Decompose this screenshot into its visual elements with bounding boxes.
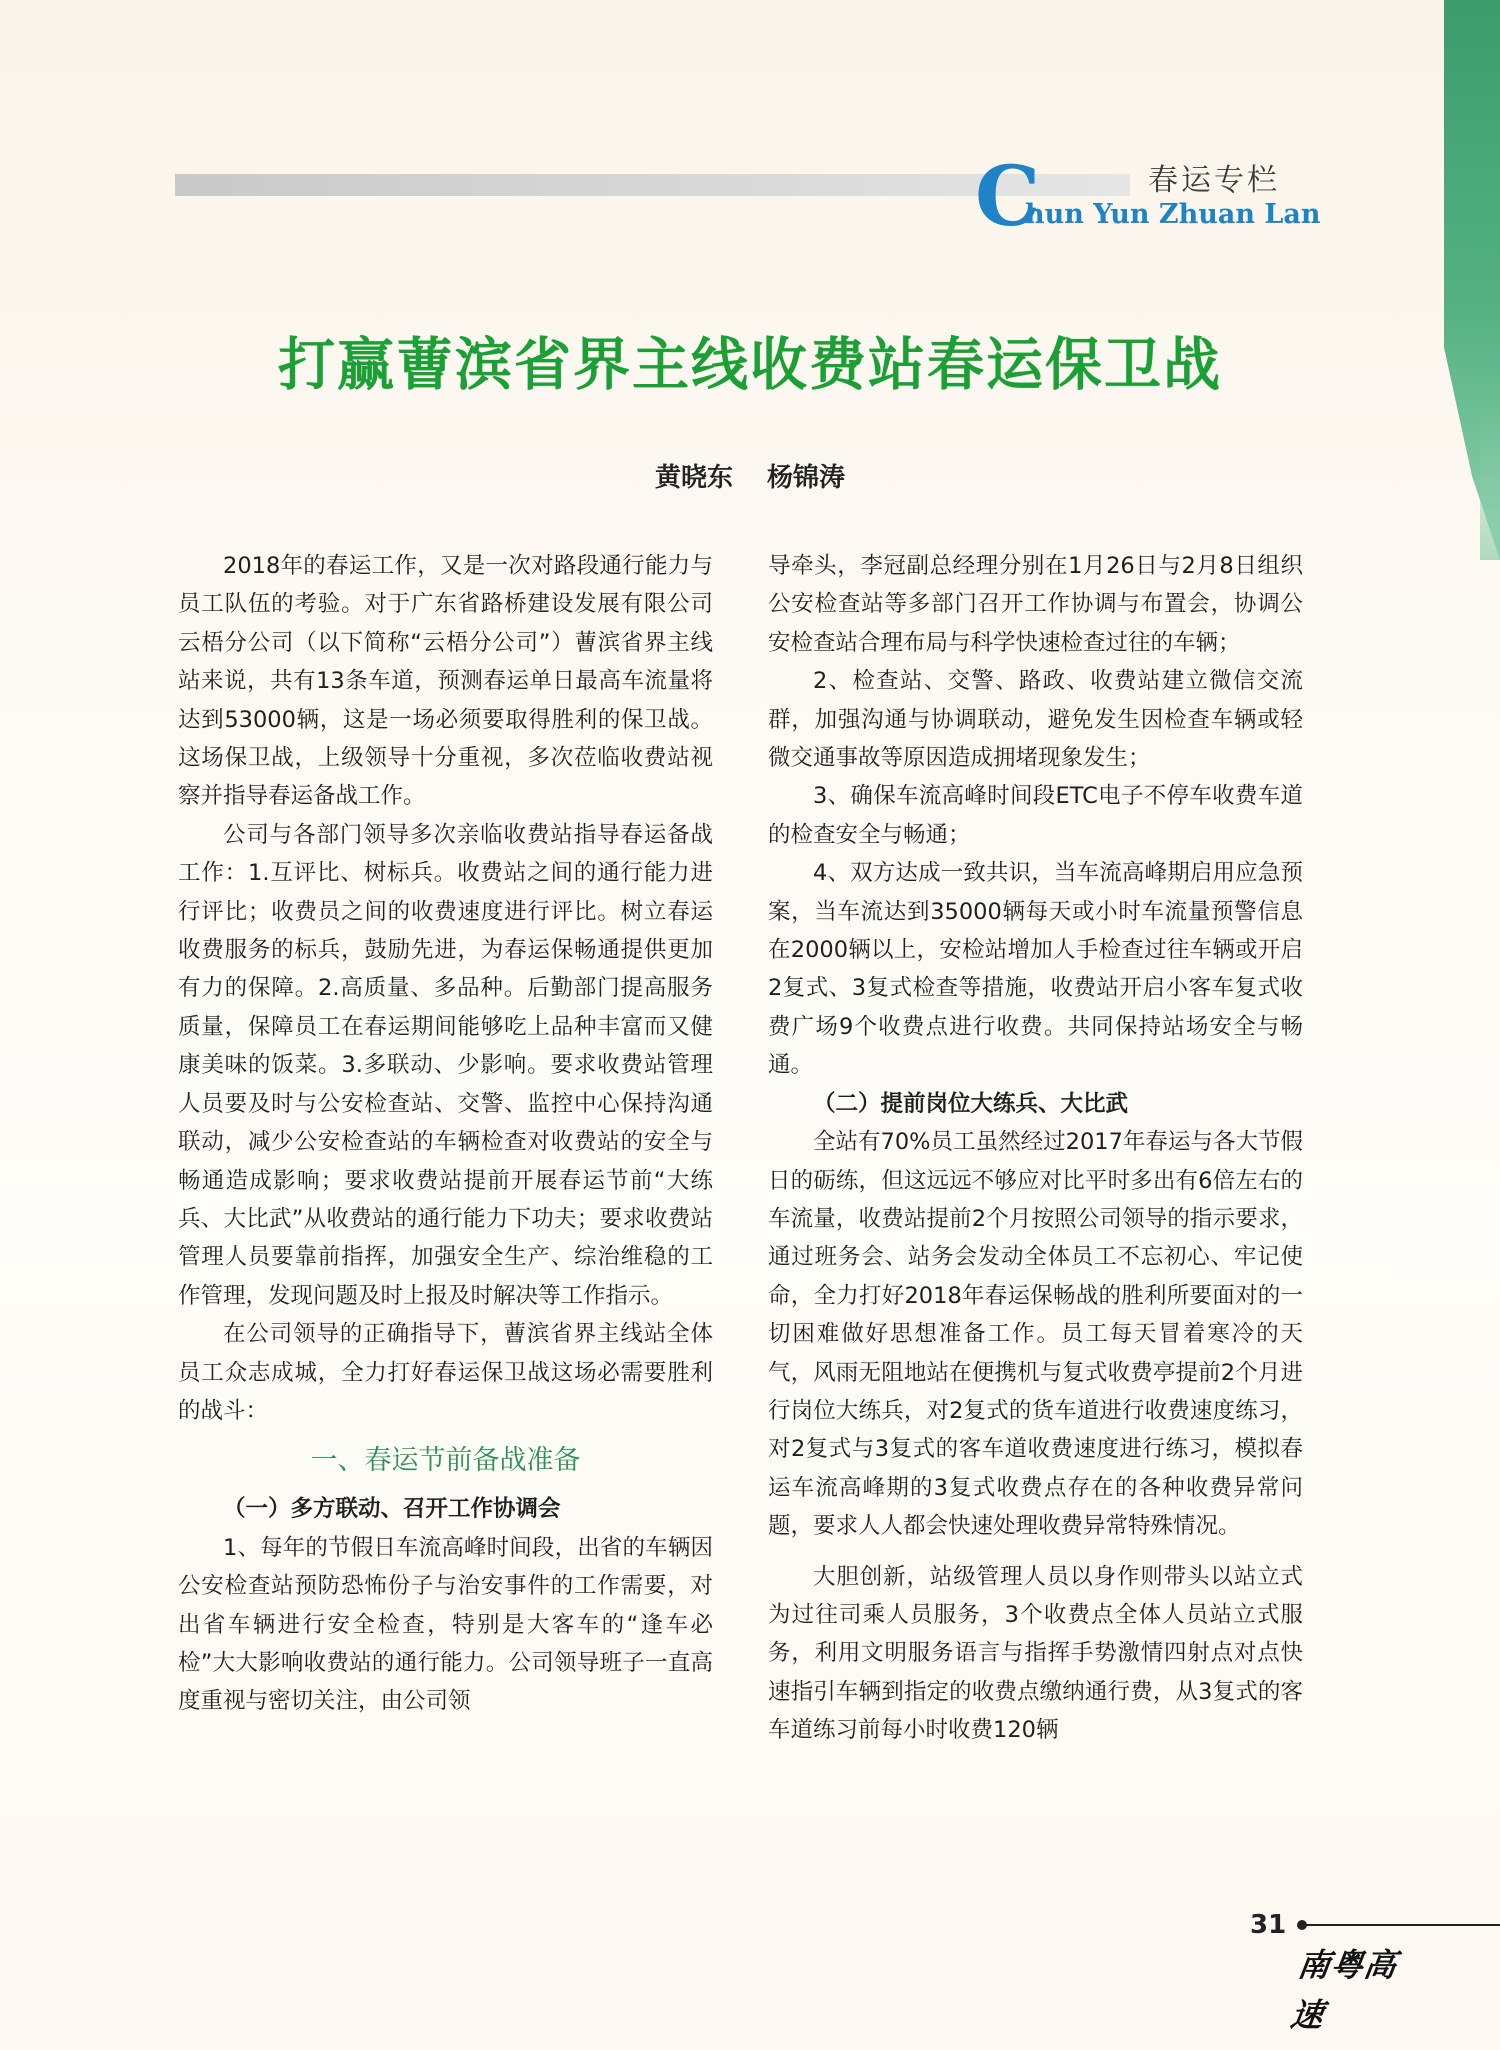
paragraph-resolve: 在公司领导的正确指导下，蓸滨省界主线站全体员工众志成城，全力打好春运保卫战这场必需要胜利的战斗：	[178, 1321, 713, 1424]
page-number: 31	[1250, 1910, 1287, 1940]
authors	[175, 455, 1325, 501]
column-header-cn: 春运专栏	[1148, 163, 1280, 198]
right-column	[768, 547, 1303, 1750]
column-header-en: hun Yun Zhuan Lan	[1025, 199, 1321, 230]
paragraph-leadership: 公司与各部门领导多次亲临收费站指导春运备战工作：1.互评比、树标兵。收费站之间的通行能力进行评比；收费员之间的收费速度进行评比。树立春运收费服务的标兵，鼓励先进，为春运保畅通提供更加有力的保障。2.高质量、多品种。后勤部门提高服务质量，保障员工在春运期间能够吃上品种丰富而又健康美味的饭菜。3.多联动、少影响。要求收费站管理人员要及时与公安检查站、交警、监控中心保持沟通联动，减少公安检查站的车辆检查对收费站的安全与畅通造成影响；要求收费站提前开展春运节前“大练兵、大比武”从收费站的通行能力下功夫；要求收费站管理人员要靠前指挥，加强安全生产、综治维稳的工作管理，发现问题及时上报及时解决等工作指示。	[178, 821, 713, 1309]
paragraph-training: 全站有70%员工虽然经过2017年春运与各大节假日的砺练，但这远远不够应对比平时多出有6倍左右的车流量，收费站提前2个月按照公司领导的指示要求，通过班务会、站务会发动全体员工不忘初心、牢记使命，全力打好2018年春运保畅战的胜利所要面对的一切困难做好思想准备工作。员工每天冒着寒冷的天气，风雨无阻地站在便携机与复式收费亭提前2个月进行岗位大练兵，对2复式的货车道进行收费速度练习，对2复式与3复式的客车道收费速度进行练习，模拟春运车流高峰期的3复式收费点存在的各种收费异常问题，要求人人都会快速处理收费异常特殊情况。	[768, 1129, 1303, 1540]
decorative-green-fade	[1480, 400, 1500, 560]
paragraph-item-3: 3、确保车流高峰时间段ETC电子不停车收费车道的检查安全与畅通；	[768, 783, 1303, 848]
paragraph-item-2: 2、检查站、交警、路政、收费站建立微信交流群，加强沟通与协调联动，避免发生因检查车辆或轻微交通事故等原因造成拥堵现象发生；	[768, 668, 1303, 772]
section-heading-1: 一、春运节前备战准备	[310, 1445, 581, 1477]
sub-heading-2: （二）提前岗位大练兵、大比武	[813, 1090, 1129, 1117]
author-1: 黄晓东	[654, 463, 733, 493]
footer-rule	[1300, 1924, 1500, 1926]
author-2: 杨锦涛	[767, 463, 846, 493]
sub-heading-1: （一）多方联动、召开工作协调会	[223, 1496, 561, 1523]
magazine-logo: 南粤高速	[1288, 1946, 1400, 2034]
left-column	[178, 547, 713, 1721]
column-header-letter: C	[975, 149, 1041, 245]
paragraph-item-1-cont: 导牵头，李冠副总经理分别在1月26日与2月8日组织公安检查站等多部门召开工作协调与布置会，协调公安检查站合理布局与科学快速检查过往的车辆；	[768, 553, 1303, 656]
paragraph-intro: 2018年的春运工作，又是一次对路段通行能力与员工队伍的考验。对于广东省路桥建设发展有限公司云梧分公司（以下简称“云梧分公司”）蓸滨省界主线站来说，共有13条车道，预测春运单日最高车流量将达到53000辆，这是一场必须要取得胜利的保卫战。这场保卫战，上级领导十分重视，多次莅临收费站视察并指导春运备战工作。	[178, 553, 713, 810]
article-title: 打赢蓸滨省界主线收费站春运保卫战	[278, 332, 1222, 398]
paragraph-innovation: 大胆创新，站级管理人员以身作则带头以站立式为过往司乘人员服务，3个收费点全体人员站立式服务，利用文明服务语言与指挥手势激情四射点对点快速指引车辆到指定的收费点缴纳通行费，从3复式的客车道练习前每小时收费120辆	[768, 1563, 1303, 1744]
paragraph-item-1: 1、每年的节假日车流高峰时间段，出省的车辆因公安检查站预防恐怖份子与治安事件的工作需要，对出省车辆进行安全检查，特别是大客车的“逢车必检”大大影响收费站的通行能力。公司领导班子一直高度重视与密切关注，由公司领	[178, 1534, 713, 1715]
paragraph-item-4: 4、双方达成一致共识，当车流高峰期启用应急预案，当车流达到35000辆每天或小时车流量预警信息在2000辆以上，安检站增加人手检查过往车辆或开启2复式、3复式检查等措施，收费站开启小客车复式收费广场9个收费点进行收费。共同保持站场安全与畅通。	[768, 860, 1303, 1079]
